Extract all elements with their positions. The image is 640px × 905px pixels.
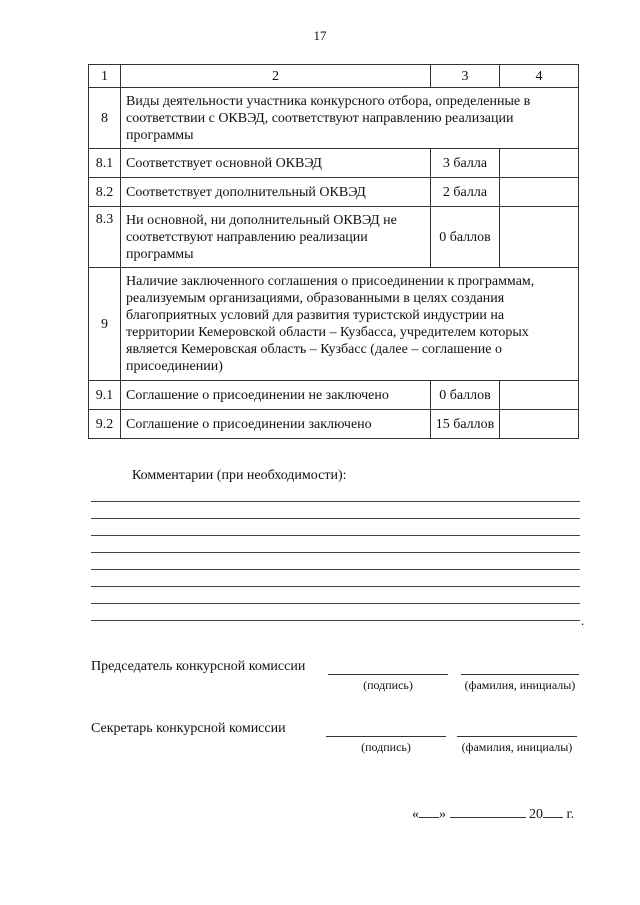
comment-line (91, 586, 580, 587)
date-close-quote: » (439, 807, 446, 822)
criterion-text: Виды деятельности участника конкурсного отбора, определенные в соответствии с ОКВЭД, соответствуют направлению реализации программы (121, 88, 579, 149)
score-cell: 2 балла (431, 178, 500, 207)
secretary-name-line (457, 736, 577, 737)
comment-line (91, 620, 580, 621)
secretary-signature-hint: (подпись) (361, 740, 411, 754)
day-blank (419, 803, 439, 818)
row-number: 8.3 (89, 207, 121, 268)
secretary-signature-line (326, 736, 446, 737)
table-row (89, 207, 579, 268)
page-number: 17 (313, 28, 327, 43)
evaluation-table (88, 64, 579, 439)
empty-cell (500, 381, 579, 410)
month-blank (450, 803, 526, 818)
table-row (89, 88, 579, 149)
comment-line (91, 501, 580, 502)
header-cell: 3 (431, 65, 500, 88)
chairman-signature-hint: (подпись) (363, 678, 413, 692)
comment-line (91, 535, 580, 536)
empty-cell (500, 178, 579, 207)
row-number: 8 (89, 88, 121, 149)
row-number: 8.2 (89, 178, 121, 207)
criterion-text: Соответствует основной ОКВЭД (121, 149, 431, 178)
table-row (89, 268, 579, 381)
score-cell: 15 баллов (431, 410, 500, 439)
secretary-label: Секретарь конкурсной комиссии (91, 721, 286, 736)
row-number: 9 (89, 268, 121, 381)
comment-line (91, 603, 580, 604)
secretary-name-hint: (фамилия, инициалы) (461, 740, 573, 754)
year-prefix: 20 (529, 807, 543, 822)
row-number: 9.1 (89, 381, 121, 410)
header-cell: 2 (121, 65, 431, 88)
chairman-label: Председатель конкурсной комиссии (91, 659, 306, 674)
score-cell: 3 балла (431, 149, 500, 178)
row-number: 8.1 (89, 149, 121, 178)
chairman-name-line (461, 674, 579, 675)
chairman-name-hint: (фамилия, инициалы) (464, 678, 576, 692)
score-cell: 0 баллов (431, 381, 500, 410)
table-row (89, 149, 579, 178)
criterion-text: Соответствует дополнительный ОКВЭД (121, 178, 431, 207)
date-suffix: г. (566, 807, 575, 822)
criterion-text: Соглашение о присоединении не заключено (121, 381, 431, 410)
comments-end-mark: . (581, 613, 585, 628)
table-row (89, 410, 579, 439)
criterion-text: Ни основной, ни дополнительный ОКВЭД не соответствуют направлению реализации программы (121, 207, 431, 268)
empty-cell (500, 410, 579, 439)
empty-cell (500, 207, 579, 268)
table-header-row (89, 65, 579, 88)
header-cell: 4 (500, 65, 579, 88)
chairman-signature-line (328, 674, 448, 675)
criterion-text: Соглашение о присоединении заключено (121, 410, 431, 439)
comment-line (91, 518, 580, 519)
comment-line (91, 569, 580, 570)
empty-cell (500, 149, 579, 178)
header-cell: 1 (89, 65, 121, 88)
date-open-quote: « (412, 807, 419, 822)
table-row (89, 381, 579, 410)
date-line (412, 803, 574, 823)
table-row (89, 178, 579, 207)
row-number: 9.2 (89, 410, 121, 439)
comment-line (91, 552, 580, 553)
year-blank (543, 803, 563, 818)
comments-label: Комментарии (при необходимости): (132, 468, 347, 483)
criterion-text: Наличие заключенного соглашения о присоединении к программам, реализуемым организациями, образованными в целях создания благоприятных условий для развития туристской индустрии на территории Кемеровской области – Кузбасса, учредителем которых является Кемеровская область – Кузбасс (далее – соглашение о присоединении) (121, 268, 579, 381)
score-cell: 0 баллов (431, 207, 500, 268)
